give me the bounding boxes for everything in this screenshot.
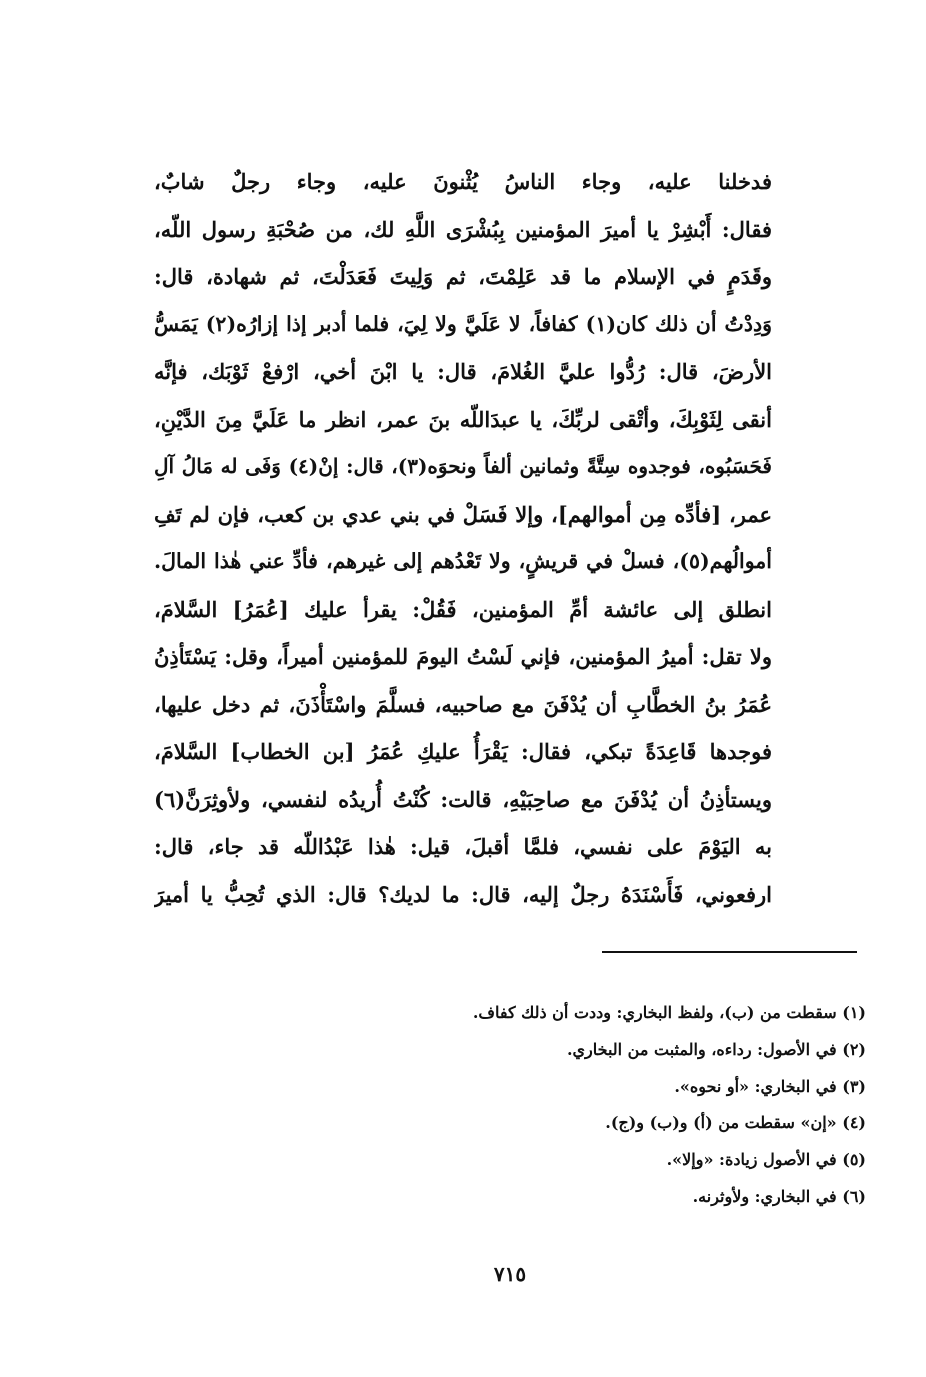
text-line: فدخلنا عليه، وجاء الناسُ يُثْنونَ عليه، وجاء رجلٌ شابٌ، bbox=[154, 169, 772, 194]
text-line: أموالُهم(٥)، فسلْ في قريشٍ، ولا تَعْدُهم إلى غيرهم، فأدِّ عني هٰذا المالَ. bbox=[154, 549, 772, 573]
footnote: (٦) في البخاري: ولأوثرنه. bbox=[692, 1186, 866, 1206]
text-line: الأرضَ، قال: رُدُّوا عليَّ الغُلامَ، قال: يا ابْنَ أخي، ارْفعْ ثَوْبَك، فإنَّه bbox=[154, 359, 772, 384]
footnote: (٥) في الأصول زيادة: «وإلا». bbox=[666, 1150, 866, 1170]
footnotes-block bbox=[346, 995, 866, 1216]
footnote: (٣) في البخاري: «أو نحوه». bbox=[674, 1076, 866, 1096]
footnote: (٢) في الأصول: رداءه، والمثبت من البخاري. bbox=[566, 1039, 866, 1059]
text-line: ويستأذِنُ أن يُدْفَنَ مع صاحِبَيْهِ، قالت: كُنْتُ أُريدُه لنفسي، ولأوثِرَنَّ(٦) bbox=[154, 786, 772, 812]
text-line: وقَدَمٍ في الإسلام ما قد عَلِمْتَ، ثم وَلِيتَ فَعَدَلْتَ، ثم شهادة، قال: bbox=[154, 264, 772, 289]
text-line: فَحَسَبُوه، فوجدوه سِتَّةً وثمانين ألفاً ونحوَه(٣)، قال: إنْ(٤) وَفَى له مَالُ آلِ bbox=[154, 454, 772, 478]
text-line: عُمَرُ بنُ الخطَّابِ أن يُدْفَنَ مع صاحبيه، فسلَّمَ واسْتَأْذَنَ، ثم دخل عليها، bbox=[154, 691, 772, 717]
text-line: عمر، [فأدِّه مِن أموالهم]، وإلا فَسَلْ في بني عدي بن كعب، فإن لم تَفِ bbox=[154, 501, 772, 527]
text-line: فوجدها قَاعِدَةً تبكي، فقال: يَقْرَأُ عليكِ عُمَرُ [بن الخطاب] السَّلامَ، bbox=[154, 739, 772, 764]
text-line: وَدِدْتُ أن ذلك كان(١) كفافاً، لا عَلَيَّ ولا لِيَ، فلما أدبر إذا إزارُه(٢) يَمَسُّ bbox=[154, 311, 772, 336]
text-line: فقال: أَبْشِرْ يا أميرَ المؤمنين بِبُشْرَى اللَّهِ لك، من صُحْبَةِ رسول اللّه، bbox=[154, 216, 772, 242]
footnote-divider bbox=[602, 951, 857, 953]
main-text-block bbox=[154, 158, 772, 918]
text-line: انطلق إلى عائشة أمِّ المؤمنين، فَقُلْ: يقرأ عليك [عُمَرُ] السَّلامَ، bbox=[154, 596, 772, 622]
text-line: به اليَوْمَ على نفسي، فلمَّا أقبلَ، قيل: هٰذا عَبْدُاللّه قد جاء، قال: bbox=[154, 834, 772, 859]
text-line: أنقى لِثَوْبِكَ، وأتْقى لربِّكَ، يا عبدَاللّه بنَ عمر، انظر ما عَلَيَّ مِنَ الدَّيْنِ، bbox=[154, 406, 772, 432]
footnote: (٤) «إن» سقطت من (أ) و(ب) و(ج). bbox=[605, 1113, 866, 1133]
text-line: ارفعوني، فَأَسْنَدَهُ رجلٌ إليه، قال: ما لديك؟ قال: الذي تُحِبُّ يا أميرَ bbox=[154, 881, 772, 907]
footnote: (١) سقطت من (ب)، ولفظ البخاري: وددت أن ذلك كفاف. bbox=[472, 1003, 866, 1022]
text-line: ولا تقل: أميرُ المؤمنين، فإني لَسْتُ اليومَ للمؤمنين أميراً، وقل: يَسْتَأذِنُ bbox=[154, 644, 772, 669]
page-number: ٧١٥ bbox=[493, 1262, 527, 1286]
